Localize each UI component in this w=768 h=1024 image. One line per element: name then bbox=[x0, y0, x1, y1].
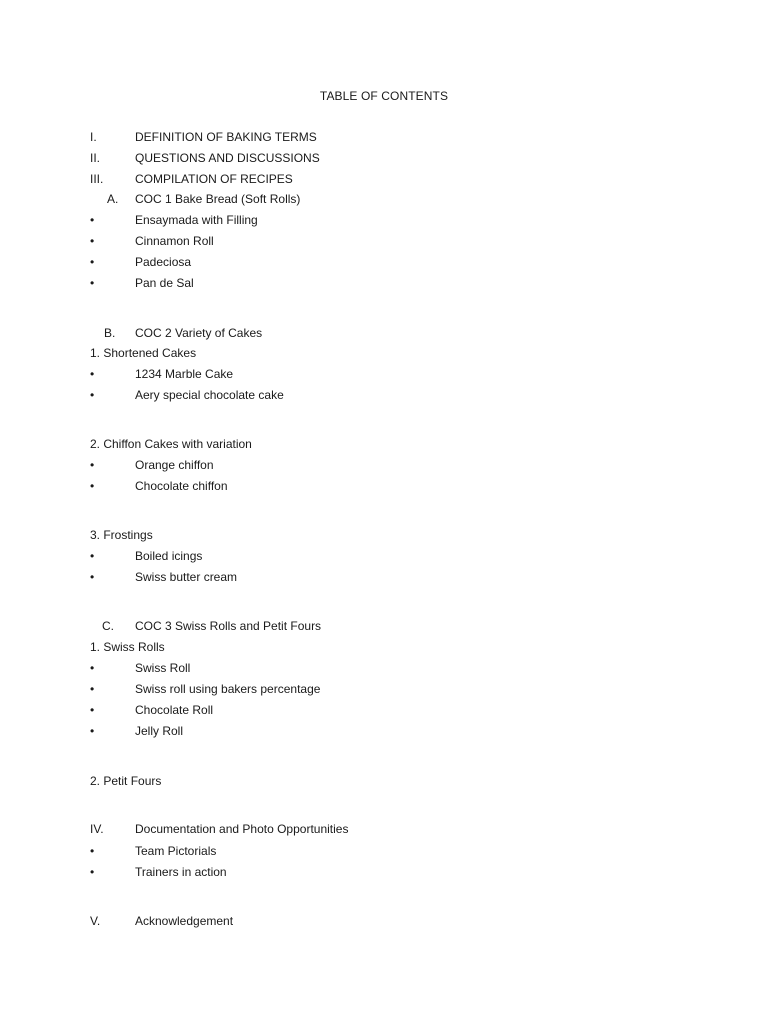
toc-text: Chocolate chiffon bbox=[135, 479, 228, 493]
toc-text: 2. Chiffon Cakes with variation bbox=[90, 437, 252, 451]
toc-text: DEFINITION OF BAKING TERMS bbox=[135, 130, 317, 144]
bullet-icon: • bbox=[90, 367, 95, 381]
toc-line bbox=[0, 864, 768, 880]
toc-text: Pan de Sal bbox=[135, 276, 194, 290]
toc-text: Aery special chocolate cake bbox=[135, 388, 284, 402]
toc-line bbox=[0, 773, 768, 789]
toc-line bbox=[0, 569, 768, 585]
toc-line bbox=[0, 254, 768, 270]
toc-text: Jelly Roll bbox=[135, 724, 184, 738]
toc-marker: II. bbox=[90, 151, 101, 165]
toc-line bbox=[0, 618, 768, 634]
toc-text: QUESTIONS AND DISCUSSIONS bbox=[135, 151, 320, 165]
toc-text: 1. Swiss Rolls bbox=[90, 640, 165, 654]
toc-text: Swiss Roll bbox=[135, 661, 191, 675]
toc-text: Team Pictorials bbox=[135, 844, 217, 858]
toc-line bbox=[0, 366, 768, 382]
toc-text: 1. Shortened Cakes bbox=[90, 346, 197, 360]
toc-text: Boiled icings bbox=[135, 549, 203, 563]
toc-marker: V. bbox=[90, 914, 101, 928]
toc-line bbox=[0, 681, 768, 697]
bullet-icon: • bbox=[90, 865, 95, 879]
bullet-icon: • bbox=[90, 276, 95, 290]
toc-text: Swiss butter cream bbox=[135, 570, 238, 584]
toc-marker: IV. bbox=[90, 822, 104, 836]
toc-text: Documentation and Photo Opportunities bbox=[135, 822, 349, 836]
toc-text: 3. Frostings bbox=[90, 528, 153, 542]
toc-line bbox=[0, 387, 768, 403]
toc-line bbox=[0, 527, 768, 543]
toc-line bbox=[0, 639, 768, 655]
toc-line bbox=[0, 723, 768, 739]
toc-text: Chocolate Roll bbox=[135, 703, 214, 717]
toc-line bbox=[0, 821, 768, 837]
toc-line bbox=[0, 702, 768, 718]
bullet-icon: • bbox=[90, 458, 95, 472]
toc-line bbox=[0, 478, 768, 494]
toc-text: Swiss roll using bakers percentage bbox=[135, 682, 321, 696]
bullet-icon: • bbox=[90, 570, 95, 584]
bullet-icon: • bbox=[90, 479, 95, 493]
toc-line bbox=[0, 233, 768, 249]
toc-line bbox=[0, 660, 768, 676]
toc-text: Trainers in action bbox=[135, 865, 227, 879]
toc-line bbox=[0, 436, 768, 452]
toc-marker: C. bbox=[102, 619, 114, 633]
toc-line bbox=[0, 457, 768, 473]
toc-text: 2. Petit Fours bbox=[90, 774, 162, 788]
toc-line bbox=[0, 913, 768, 929]
bullet-icon: • bbox=[90, 724, 95, 738]
toc-text: COC 2 Variety of Cakes bbox=[135, 326, 263, 340]
toc-line bbox=[0, 275, 768, 291]
toc-line bbox=[0, 129, 768, 145]
bullet-icon: • bbox=[90, 234, 95, 248]
toc-line bbox=[0, 548, 768, 564]
toc-marker: A. bbox=[107, 192, 119, 206]
toc-text: COMPILATION OF RECIPES bbox=[135, 172, 293, 186]
bullet-icon: • bbox=[90, 549, 95, 563]
bullet-icon: • bbox=[90, 388, 95, 402]
toc-text: Acknowledgement bbox=[135, 914, 234, 928]
toc-marker: B. bbox=[104, 326, 116, 340]
toc-line bbox=[0, 325, 768, 341]
toc-text: 1234 Marble Cake bbox=[135, 367, 234, 381]
bullet-icon: • bbox=[90, 255, 95, 269]
toc-line bbox=[0, 191, 768, 207]
toc-text: Cinnamon Roll bbox=[135, 234, 214, 248]
toc-line bbox=[0, 843, 768, 859]
bullet-icon: • bbox=[90, 844, 95, 858]
bullet-icon: • bbox=[90, 661, 95, 675]
toc-text: Padeciosa bbox=[135, 255, 192, 269]
bullet-icon: • bbox=[90, 703, 95, 717]
toc-line bbox=[0, 212, 768, 228]
bullet-icon: • bbox=[90, 213, 95, 227]
toc-line bbox=[0, 150, 768, 166]
toc-text: COC 3 Swiss Rolls and Petit Fours bbox=[135, 619, 322, 633]
toc-marker: III. bbox=[90, 172, 104, 186]
toc-line bbox=[0, 171, 768, 187]
toc-line bbox=[0, 345, 768, 361]
bullet-icon: • bbox=[90, 682, 95, 696]
toc-text: Ensaymada with Filling bbox=[135, 213, 258, 227]
page-title: TABLE OF CONTENTS bbox=[319, 89, 449, 103]
toc-text: Orange chiffon bbox=[135, 458, 214, 472]
toc-marker: I. bbox=[90, 130, 97, 144]
toc-text: COC 1 Bake Bread (Soft Rolls) bbox=[135, 192, 301, 206]
